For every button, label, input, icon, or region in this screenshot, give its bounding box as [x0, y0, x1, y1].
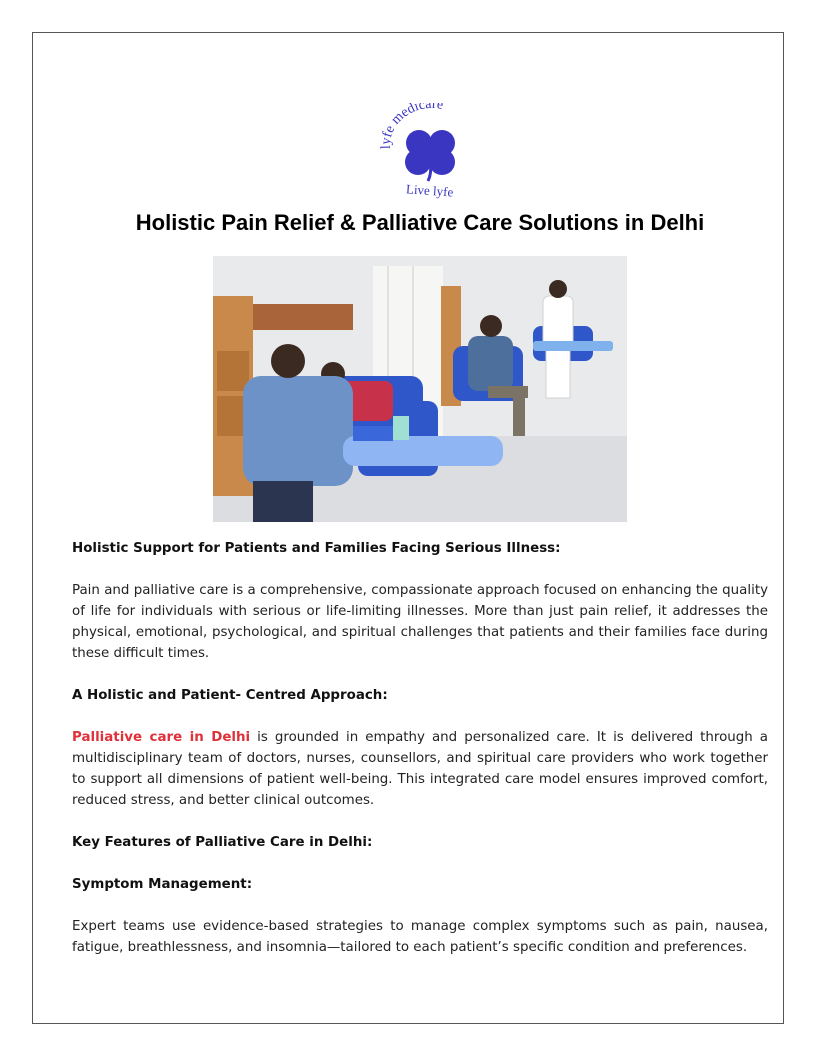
- clover-logo-icon: [376, 103, 486, 203]
- palliative-care-ward-photo-icon: [213, 256, 627, 522]
- logo-brand-text: lyfe medicare: [378, 103, 445, 150]
- content: [72, 538, 768, 979]
- paragraph-symptom-management: Expert teams use evidence-based strategies to manage complex symptoms such as pain, nausea, fatigue, breathlessness, and insomnia—tailored to each patient’s specific condition and preferences.: [72, 919, 768, 955]
- palliative-care-link[interactable]: Palliative care in Delhi: [72, 730, 251, 745]
- paragraph-intro: Pain and palliative care is a comprehensive, compassionate approach focused on enhancing the quality of life for individuals with serious or life-limiting illnesses. More than just pain relief, it addresses the physical, emotional, psychological, and spiritual challenges that patients and their families face during these difficult times.: [72, 583, 768, 661]
- page-title: Holistic Pain Relief & Palliative Care Solutions in Delhi: [135, 210, 705, 235]
- section-heading-symptom-management: Symptom Management:: [72, 877, 253, 892]
- photo: [213, 256, 627, 522]
- logo-tagline: Live lyfe: [405, 181, 454, 200]
- section-heading-key-features: Key Features of Palliative Care in Delhi:: [72, 835, 373, 850]
- paragraph-approach-text: is grounded in empathy and personalized care. It is delivered through a multidisciplinary team of doctors, nurses, counsellors, and spiritual care providers who work together to support all dimensions of patient well-being. This integrated care model ensures improved comfort, reduced stress, and better clinical outcomes.: [72, 730, 768, 808]
- paragraph-approach: [72, 727, 768, 811]
- section-heading-approach: A Holistic and Patient- Centred Approach:: [72, 688, 388, 703]
- logo: [376, 103, 486, 203]
- section-heading-holistic-support: Holistic Support for Patients and Families Facing Serious Illness:: [72, 541, 561, 556]
